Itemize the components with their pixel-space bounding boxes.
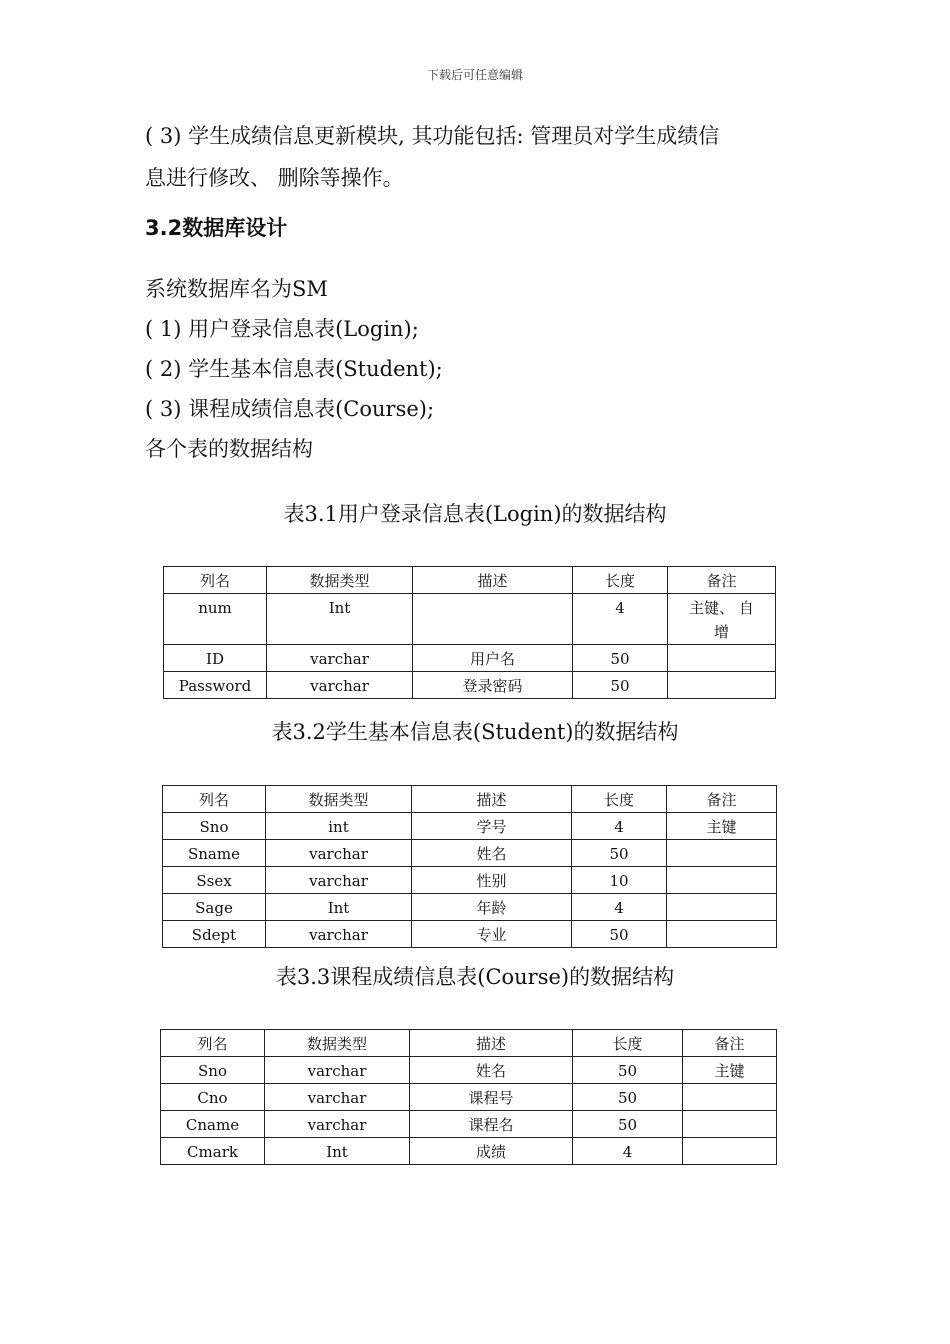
- table-cell: [683, 1138, 777, 1165]
- table-cell: 4: [573, 1138, 683, 1165]
- section-heading: 3.2数据库设计: [145, 216, 288, 240]
- table-cell: 50: [572, 840, 667, 867]
- table-cell: varchar: [267, 672, 413, 699]
- database-name-text: 系统数据库名为SM: [145, 277, 328, 301]
- table-caption-student: 表3.2学生基本信息表(Student)的数据结构: [271, 720, 679, 744]
- table-cell: ID: [164, 645, 267, 672]
- table-caption-course: 表3.3课程成绩信息表(Course)的数据结构: [275, 965, 675, 989]
- table-cell: [668, 645, 776, 672]
- table-cell: [413, 594, 573, 645]
- table-cell: 主键、 自增: [668, 594, 776, 645]
- table-cell: 姓名: [412, 840, 572, 867]
- header-cell: 列名: [163, 786, 266, 813]
- paragraph-module-line1: ( 3) 学生成绩信息更新模块, 其功能包括: 管理员对学生成绩信: [145, 124, 720, 148]
- table-row: [164, 645, 776, 672]
- table-row: [164, 672, 776, 699]
- table-cell: 50: [573, 672, 668, 699]
- header-cell: 描述: [412, 786, 572, 813]
- table-header-row: [164, 567, 776, 594]
- table-caption-login: 表3.1用户登录信息表(Login)的数据结构: [283, 502, 667, 526]
- table-cell: 4: [572, 894, 667, 921]
- table-header-row: [163, 786, 777, 813]
- structures-intro: 各个表的数据结构: [145, 437, 313, 461]
- list-item-student: ( 2) 学生基本信息表(Student);: [145, 357, 443, 381]
- table-cell: 10: [572, 867, 667, 894]
- table-cell: 登录密码: [413, 672, 573, 699]
- table-student: [162, 785, 777, 948]
- table-cell: Sage: [163, 894, 266, 921]
- table-row: [163, 867, 777, 894]
- table-cell: [668, 672, 776, 699]
- header-cell: 数据类型: [265, 1030, 410, 1057]
- header-cell: 列名: [164, 567, 267, 594]
- table-cell: 50: [573, 645, 668, 672]
- table-row: [163, 894, 777, 921]
- table-header-row: [161, 1030, 777, 1057]
- table-cell: 主键: [667, 813, 777, 840]
- table-cell: varchar: [266, 921, 412, 948]
- table-row: [163, 813, 777, 840]
- table-cell: 课程名: [410, 1111, 573, 1138]
- header-cell: 数据类型: [267, 567, 413, 594]
- table-row: [163, 921, 777, 948]
- table-cell: 成绩: [410, 1138, 573, 1165]
- table-row: [164, 594, 776, 645]
- table-cell: varchar: [266, 867, 412, 894]
- header-cell: 描述: [410, 1030, 573, 1057]
- header-cell: 备注: [668, 567, 776, 594]
- header-cell: 描述: [413, 567, 573, 594]
- table-cell: varchar: [266, 840, 412, 867]
- table-cell: Sdept: [163, 921, 266, 948]
- table-cell: num: [164, 594, 267, 645]
- table-course: [160, 1029, 777, 1165]
- header-cell: 备注: [667, 786, 777, 813]
- table-row: [161, 1138, 777, 1165]
- table-cell: Sno: [161, 1057, 265, 1084]
- table-cell: Sno: [163, 813, 266, 840]
- table-cell: [667, 867, 777, 894]
- table-cell: Int: [266, 894, 412, 921]
- table-cell: 专业: [412, 921, 572, 948]
- table-cell: 50: [573, 1084, 683, 1111]
- table-cell: varchar: [267, 645, 413, 672]
- header-cell: 数据类型: [266, 786, 412, 813]
- list-item-course: ( 3) 课程成绩信息表(Course);: [145, 397, 435, 421]
- table-row: [163, 840, 777, 867]
- table-cell: 4: [573, 594, 668, 645]
- paragraph-module-line2: 息进行修改、 删除等操作。: [145, 166, 404, 190]
- table-cell: [683, 1084, 777, 1111]
- header-cell: 长度: [572, 786, 667, 813]
- table-cell: varchar: [265, 1111, 410, 1138]
- header-cell: 长度: [573, 567, 668, 594]
- table-cell: Int: [267, 594, 413, 645]
- table-cell: Int: [265, 1138, 410, 1165]
- table-cell: Cno: [161, 1084, 265, 1111]
- table-cell: 50: [573, 1111, 683, 1138]
- table-cell: varchar: [265, 1057, 410, 1084]
- table-row: [161, 1057, 777, 1084]
- table-cell: 姓名: [410, 1057, 573, 1084]
- table-cell: 课程号: [410, 1084, 573, 1111]
- header-cell: 长度: [573, 1030, 683, 1057]
- header-cell: 备注: [683, 1030, 777, 1057]
- table-login: [163, 566, 776, 699]
- table-row: [161, 1111, 777, 1138]
- header-cell: 列名: [161, 1030, 265, 1057]
- table-cell: varchar: [265, 1084, 410, 1111]
- table-cell: int: [266, 813, 412, 840]
- table-cell: Cmark: [161, 1138, 265, 1165]
- table-cell: 4: [572, 813, 667, 840]
- list-item-login: ( 1) 用户登录信息表(Login);: [145, 317, 419, 341]
- table-cell: 性别: [412, 867, 572, 894]
- table-cell: 50: [573, 1057, 683, 1084]
- table-cell: 主键: [683, 1057, 777, 1084]
- table-cell: Password: [164, 672, 267, 699]
- table-cell: [667, 921, 777, 948]
- table-cell: [667, 894, 777, 921]
- table-row: [161, 1084, 777, 1111]
- table-cell: 50: [572, 921, 667, 948]
- table-cell: Sname: [163, 840, 266, 867]
- table-cell: 学号: [412, 813, 572, 840]
- table-cell: Cname: [161, 1111, 265, 1138]
- table-cell: [667, 840, 777, 867]
- table-cell: 年龄: [412, 894, 572, 921]
- table-cell: 用户名: [413, 645, 573, 672]
- table-cell: [683, 1111, 777, 1138]
- page-header: 下载后可任意编辑: [426, 68, 523, 82]
- table-cell: Ssex: [163, 867, 266, 894]
